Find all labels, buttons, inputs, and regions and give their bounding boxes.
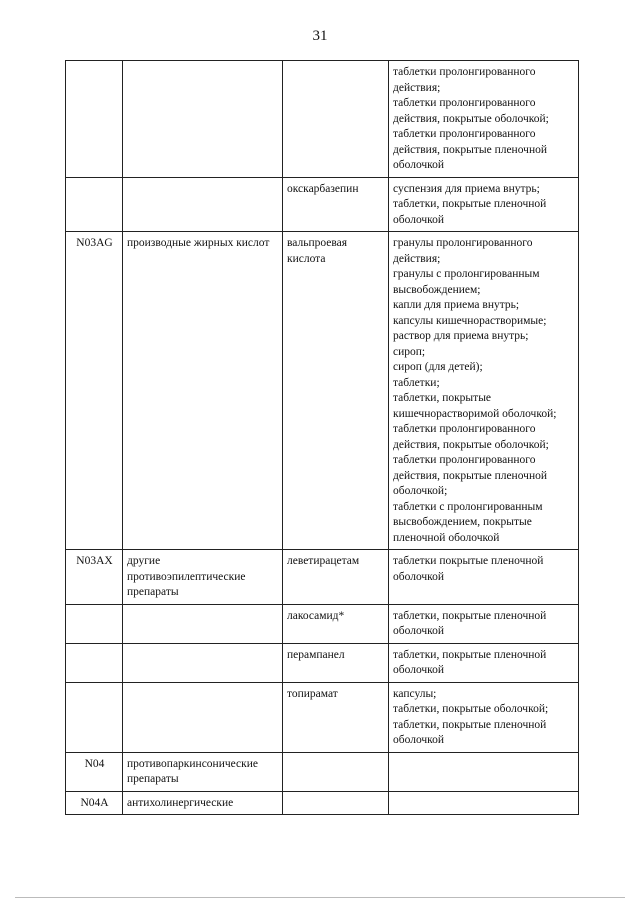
dosage-form: таблетки, покрытые пленочной оболочкой: [393, 198, 547, 226]
dosage-form: таблетки, покрытые оболочкой;: [393, 703, 549, 715]
group-cell: производные жирных кислот: [123, 232, 283, 550]
dosage-form: капли для приема внутрь;: [393, 299, 520, 311]
drug-cell: перампанел: [283, 643, 389, 682]
dosage-form: гранулы пролонгированного действия;: [393, 237, 533, 265]
atc-code-cell: N04A: [66, 791, 123, 815]
dosage-form: сироп;: [393, 345, 426, 358]
table-row: [66, 61, 579, 178]
atc-code-cell: N03AX: [66, 550, 123, 605]
dosage-forms-cell: [389, 177, 579, 232]
dosage-form: таблетки покрытые пленочной оболочкой: [393, 555, 544, 583]
dosage-form: таблетки пролонгированного действия, покрытые пленочной оболочкой;: [393, 454, 548, 497]
atc-code-cell: [66, 177, 123, 232]
dosage-forms-cell: [389, 550, 579, 605]
drug-table-body: [66, 61, 579, 815]
dosage-form: капсулы кишечнорастворимые;: [393, 314, 547, 327]
table-row: [66, 604, 579, 643]
dosage-form: раствор для приема внутрь;: [393, 330, 529, 342]
group-cell: антихолинергические: [123, 791, 283, 815]
dosage-form: таблетки пролонгированного действия;: [393, 66, 536, 94]
dosage-forms-cell: [389, 752, 579, 791]
dosage-form: таблетки, покрытые пленочной оболочкой: [393, 718, 547, 746]
drug-cell: вальпроевая кислота: [283, 232, 389, 550]
dosage-forms-cell: [389, 643, 579, 682]
drug-cell: [283, 61, 389, 178]
dosage-form: таблетки пролонгированного действия, покрытые оболочкой;: [393, 97, 549, 125]
dosage-form: таблетки с пролонгированным высвобождением, покрытые пленочной оболочкой: [393, 500, 543, 544]
drug-cell: топирамат: [283, 682, 389, 752]
drug-cell: [283, 752, 389, 791]
dosage-form: таблетки, покрытые пленочной оболочкой: [393, 609, 547, 637]
dosage-forms-cell: [389, 232, 579, 550]
table-row: [66, 791, 579, 815]
page-number: 31: [312, 28, 328, 44]
atc-code-cell: [66, 61, 123, 178]
dosage-forms-cell: [389, 682, 579, 752]
group-cell: [123, 682, 283, 752]
group-cell: противопаркинсонические препараты: [123, 752, 283, 791]
group-cell: [123, 643, 283, 682]
atc-code-cell: N04: [66, 752, 123, 791]
table-row: [66, 550, 579, 605]
dosage-form: таблетки пролонгированного действия, покрытые оболочкой;: [393, 423, 549, 451]
dosage-form: капсулы;: [393, 687, 437, 700]
dosage-form: таблетки, покрытые пленочной оболочкой: [393, 648, 547, 676]
table-row: [66, 232, 579, 550]
drug-cell: леветирацетам: [283, 550, 389, 605]
page-bottom-rule: [15, 897, 625, 898]
atc-code-cell: [66, 604, 123, 643]
dosage-form: сироп (для детей);: [393, 361, 483, 373]
dosage-forms-cell: [389, 604, 579, 643]
table-row: [66, 643, 579, 682]
table-row: [66, 682, 579, 752]
table-row: [66, 752, 579, 791]
drug-cell: окскарбазепин: [283, 177, 389, 232]
group-cell: [123, 604, 283, 643]
table-row: [66, 177, 579, 232]
drug-cell: [283, 791, 389, 815]
atc-code-cell: [66, 643, 123, 682]
dosage-form: таблетки пролонгированного действия, покрытые пленочной оболочкой: [393, 128, 548, 171]
group-cell: [123, 61, 283, 178]
dosage-form: таблетки;: [393, 376, 440, 389]
atc-code-cell: N03AG: [66, 232, 123, 550]
atc-code-cell: [66, 682, 123, 752]
group-cell: другие противоэпилептические препараты: [123, 550, 283, 605]
dosage-forms-cell: [389, 61, 579, 178]
dosage-form: суспензия для приема внутрь;: [393, 182, 540, 195]
drug-table: [65, 60, 579, 815]
dosage-forms-cell: [389, 791, 579, 815]
dosage-form: таблетки, покрытые кишечнорастворимой оболочкой;: [393, 392, 557, 420]
drug-cell: лакосамид*: [283, 604, 389, 643]
dosage-form: гранулы с пролонгированным высвобождением;: [393, 268, 540, 296]
group-cell: [123, 177, 283, 232]
